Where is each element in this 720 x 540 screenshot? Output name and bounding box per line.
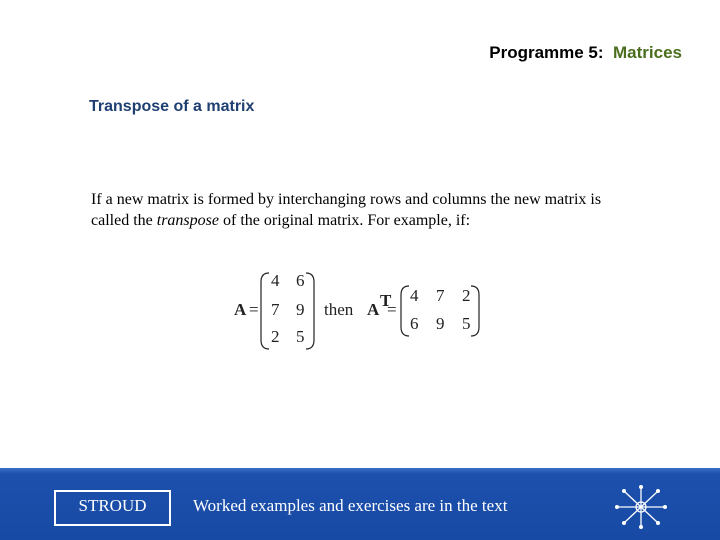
- matrix-at-entry: 6: [410, 314, 419, 333]
- matrix-a-left-bracket: [261, 273, 269, 349]
- matrix-a-entry: 5: [296, 327, 305, 346]
- network-node-icon: [612, 482, 670, 532]
- matrix-name: A: [234, 300, 247, 319]
- matrix-a-entry: 6: [296, 271, 305, 290]
- body-text-after: of the original matrix. For example, if:: [218, 212, 471, 229]
- matrix-at-left-bracket: [401, 286, 409, 336]
- matrix-at-entry: 4: [410, 286, 419, 305]
- programme-title: [489, 43, 682, 63]
- programme-label: Programme 5:: [489, 43, 604, 62]
- body-italic-term: transpose: [156, 212, 219, 229]
- body-text-before: If a new matrix is formed by interchanging rows and columns the new matrix is called the: [91, 191, 602, 229]
- matrix-a-entry: 9: [296, 300, 305, 319]
- equals-sign: =: [249, 300, 259, 319]
- matrix-a-entry: 2: [271, 327, 280, 346]
- matrix-at-entry: 7: [436, 286, 445, 305]
- body-paragraph: [91, 189, 611, 231]
- transpose-name: A: [367, 300, 380, 319]
- transpose-superscript: T: [380, 291, 392, 310]
- matrix-equation: [228, 268, 488, 354]
- matrix-at-right-bracket: [471, 286, 479, 336]
- matrix-at-entry: 5: [462, 314, 471, 333]
- matrix-at-entry: 9: [436, 314, 445, 333]
- connector-text: then: [324, 300, 354, 319]
- section-title: Transpose of a matrix: [89, 98, 255, 115]
- matrix-a-entry: 4: [271, 271, 280, 290]
- matrix-a-right-bracket: [306, 273, 314, 349]
- equals-sign: =: [387, 300, 397, 319]
- matrix-a-entry: 7: [271, 300, 280, 319]
- programme-topic: Matrices: [613, 43, 682, 62]
- stroud-author-box: STROUD: [54, 490, 171, 526]
- footer-note: Worked examples and exercises are in the text: [193, 496, 508, 515]
- matrix-at-entry: 2: [462, 286, 471, 305]
